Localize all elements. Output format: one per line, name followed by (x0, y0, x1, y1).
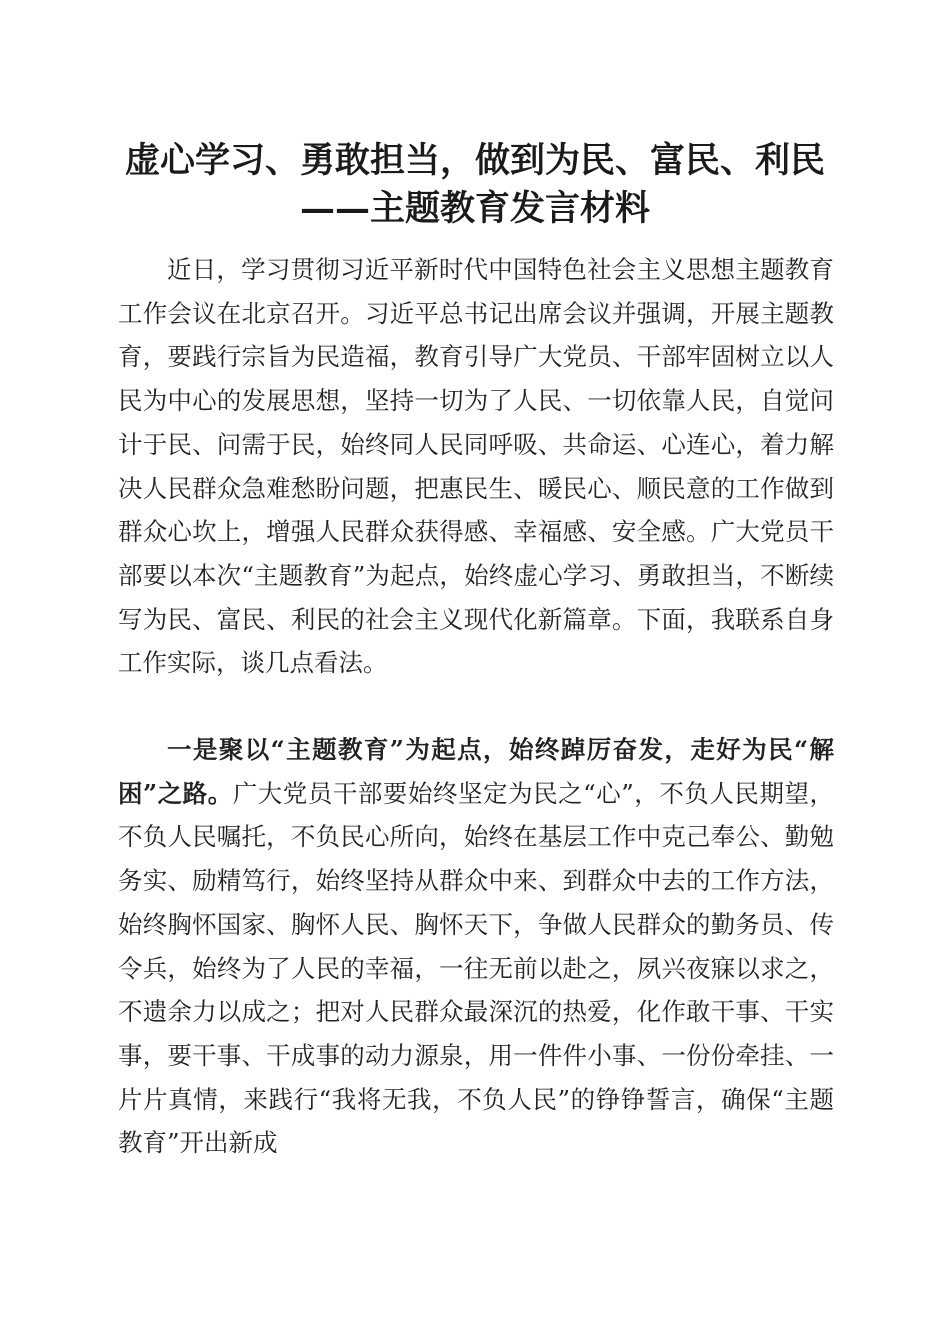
document-title: 虚心学习、勇敢担当，做到为民、富民、利民 (124, 140, 825, 181)
paragraph-point-one (118, 728, 834, 1165)
paragraph-point-one-text: 广大党员干部要始终坚定为民之“心”，不负人民期望，不负人民嘱托，不负民心所向，始终在基层工作中克己奉公、勤勉务实、励精笃行，始终坚持从群众中来、到群众中去的工作方法，始终胸怀国家、胸怀人民、胸怀天下，争做人民群众的勤务员、传令兵，始终为了人民的幸福，一往无前以赴之，夙兴夜寐以求之，不遗余力以成之；把对人民群众最深沉的热爱，化作敢干事、干实事，要干事、干成事的动力源泉，用一件件小事、一份份牵挂、一片片真情，来践行“我将无我，不负人民”的铮铮誓言，确保“主题教育”开出新成 (118, 778, 834, 1158)
paragraph-intro-text: 近日，学习贯彻习近平新时代中国特色社会主义思想主题教育工作会议在北京召开。习近平总书记出席会议并强调，开展主题教育，要践行宗旨为民造福，教育引导广大党员、干部牢固树立以人民为中心的发展思想，坚持一切为了人民、一切依靠人民，自觉问计于民、问需于民，始终同人民同呼吸、共命运、心连心，着力解决人民群众急难愁盼问题，把惠民生、暖民心、顺民意的工作做到群众心坎上，增强人民群众获得感、幸福感、安全感。广大党员干部要以本次“主题教育”为起点，始终虚心学习、勇敢担当，不断续写为民、富民、利民的社会主义现代化新篇章。下面，我联系自身工作实际，谈几点看法。 (118, 255, 834, 678)
paragraph-intro (118, 248, 834, 685)
paragraph-point-one-lead: 一是聚以“主题教育”为起点，始终踔厉奋发，走好为民“解困”之路。 (118, 735, 834, 808)
document-subtitle: ——主题教育发言材料 (299, 188, 650, 229)
